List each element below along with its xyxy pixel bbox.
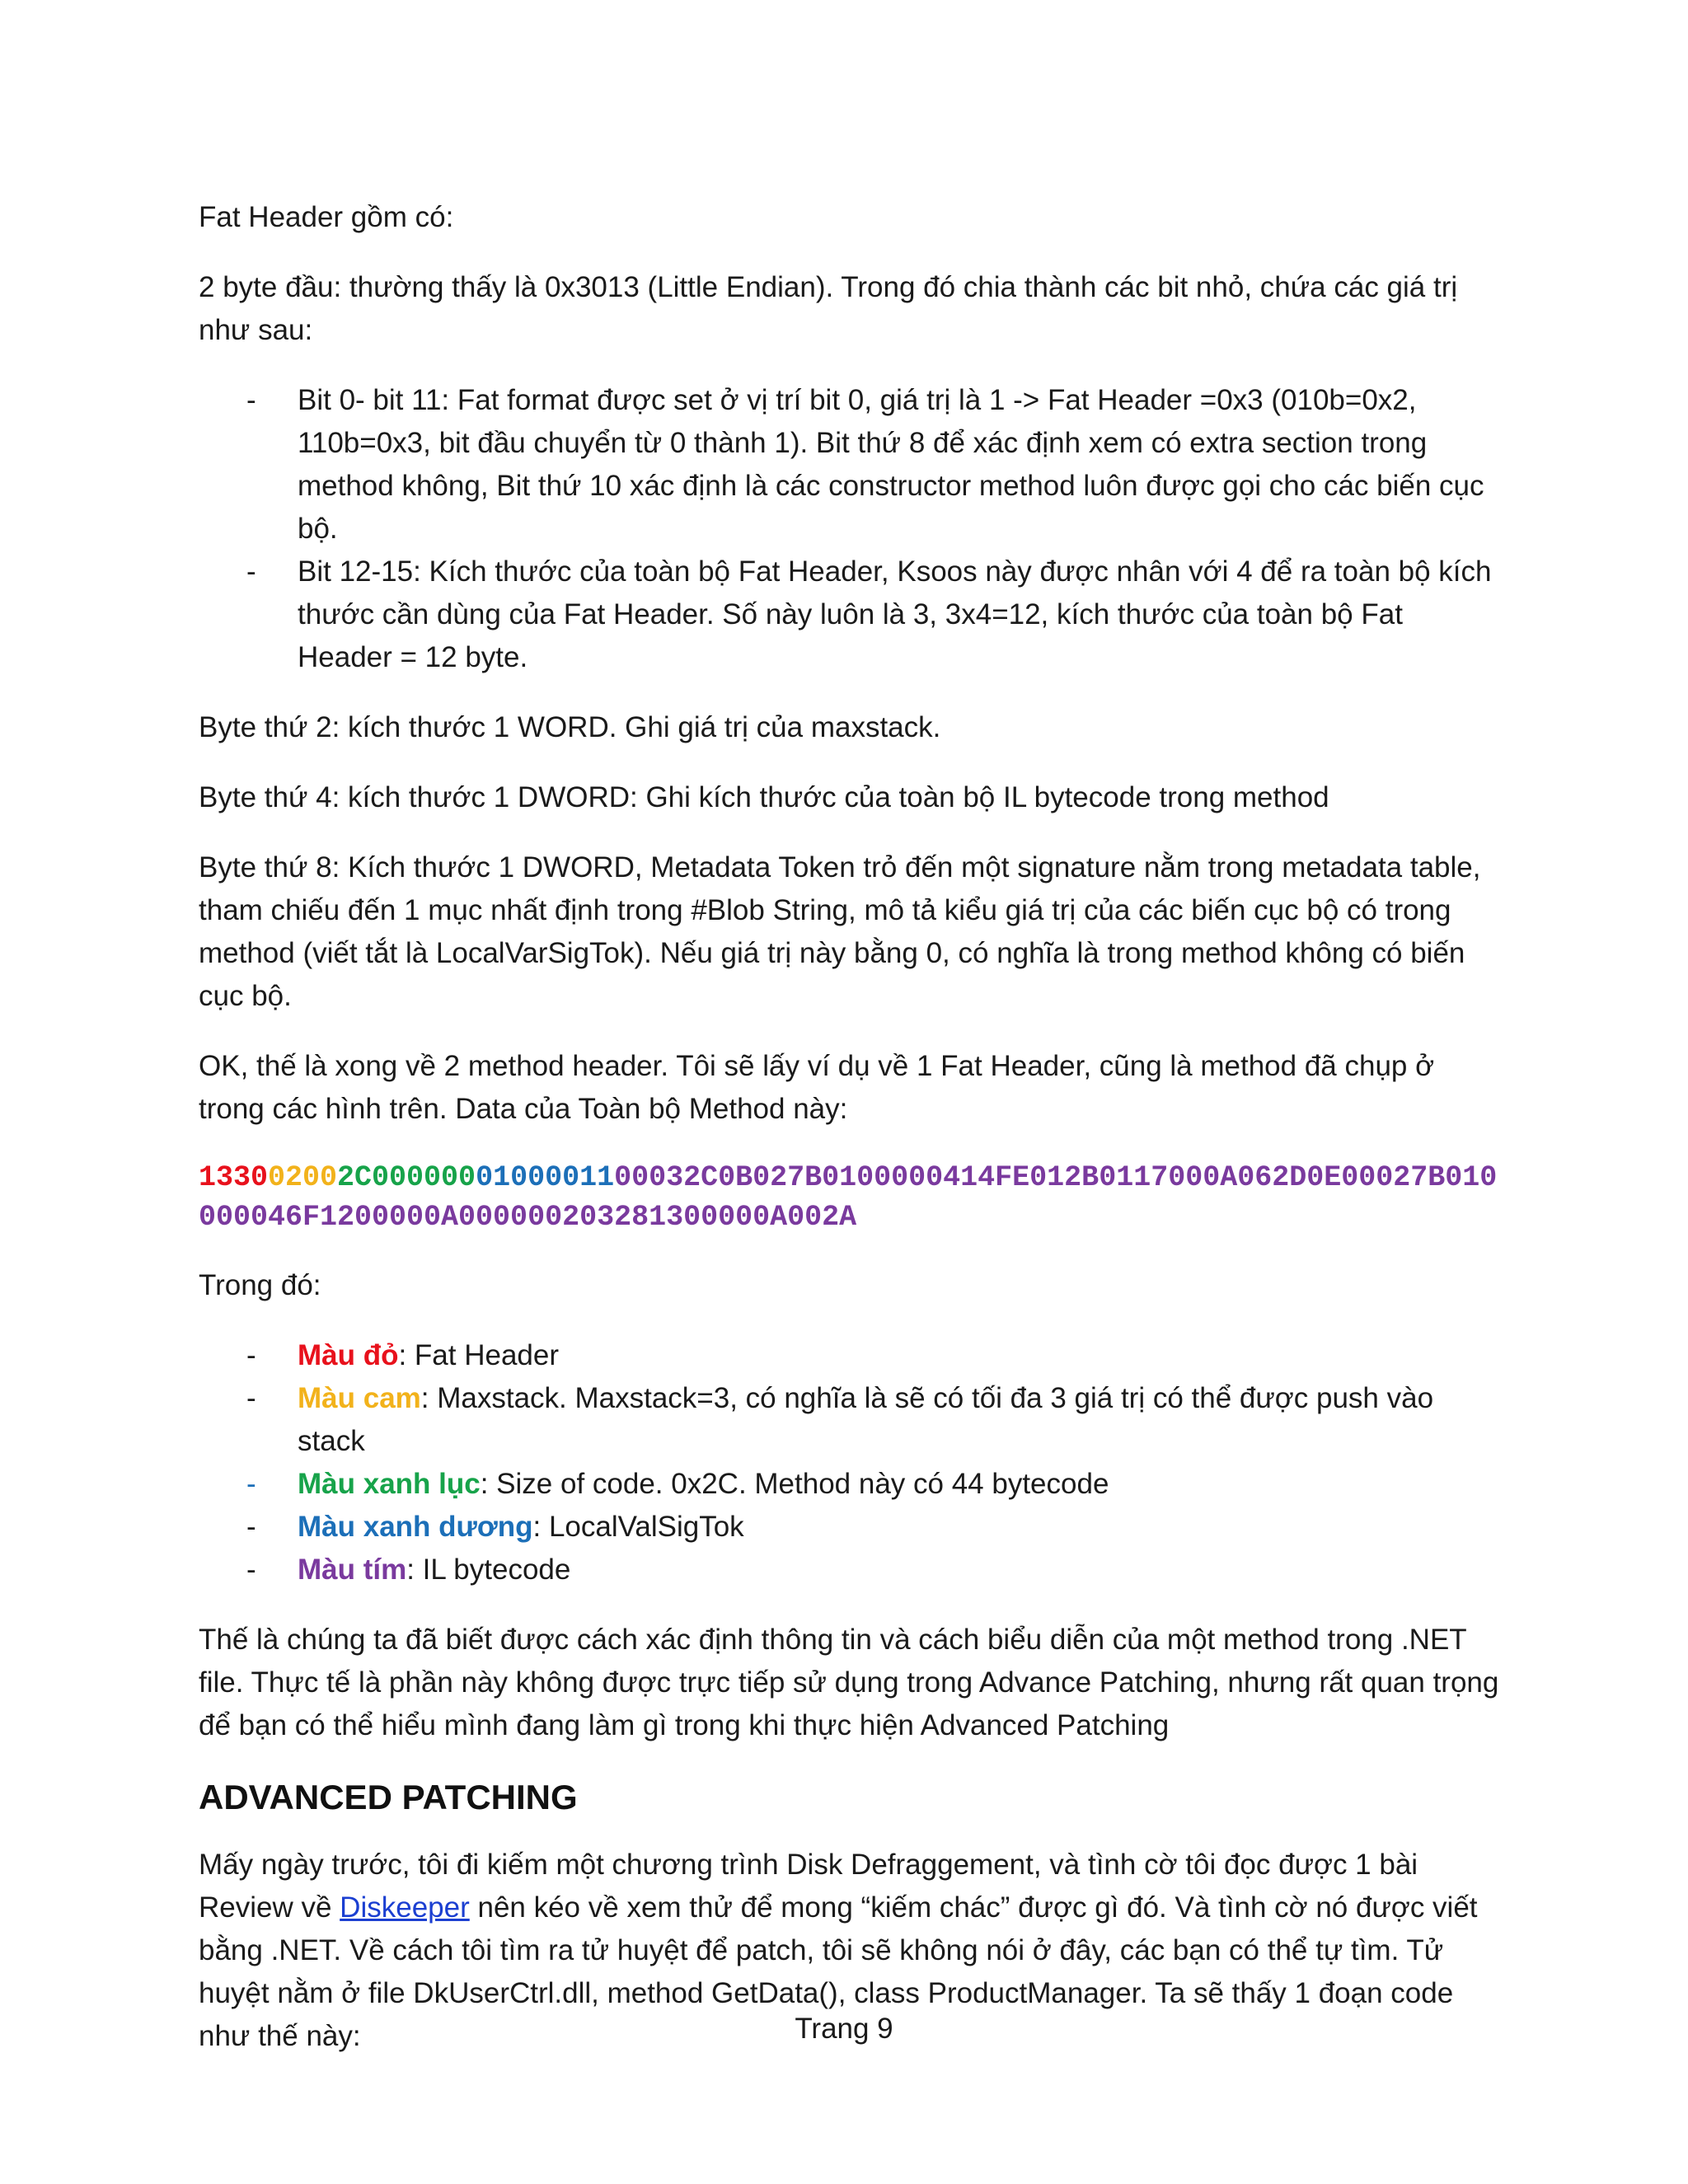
list-item <box>199 551 1501 679</box>
bit-list-text: Bit 0- bit 11: Fat format được set ở vị trí bit 0, giá trị là 1 -> Fat Header =0x3 (010b=0x2, 110b=0x3, bit đầu chuyển từ 0 thành 1). Bit thứ 8 để xác định xem có extra section trong method không, Bit thứ 10 xác định là các constructor method luôn được gọi cho các biến cục bộ. <box>298 384 1484 545</box>
dash-bullet: - <box>246 555 256 588</box>
legend-label: Màu xanh dương <box>298 1511 533 1543</box>
dash-bullet: - <box>246 1468 256 1500</box>
fat-header-title: Fat Header gồm có: <box>199 201 454 233</box>
trong-do-label: Trong đó: <box>199 1269 321 1301</box>
legend-item-green <box>199 1463 1501 1506</box>
list-item <box>199 379 1501 551</box>
dash-bullet: - <box>246 1554 256 1586</box>
page-number: Trang 9 <box>795 2013 893 2045</box>
summary-paragraph: Thế là chúng ta đã biết được cách xác định thông tin và cách biểu diễn của một method trong .NET file. Thực tế là phần này không được trực tiếp sử dụng trong Advance Patching, nhưng rất quan trọng để bạn có thể hiểu mình đang làm gì trong khi thực hiện Advanced Patching <box>199 1624 1499 1741</box>
byte4-paragraph: Byte thứ 4: kích thước 1 DWORD: Ghi kích thước của toàn bộ IL bytecode trong method <box>199 781 1329 813</box>
dash-bullet: - <box>246 384 256 416</box>
legend-label: Màu cam <box>298 1382 421 1414</box>
dash-bullet: - <box>246 1382 256 1414</box>
bit-list-text: Bit 12-15: Kích thước của toàn bộ Fat Header, Ksoos này được nhân với 4 để ra toàn bộ kích thước cần dùng của Fat Header. Số này luôn là 3, 3x4=12, kích thước của toàn bộ Fat Header = 12 byte. <box>298 555 1492 673</box>
hex-local-var-sig-tok: 01000011 <box>476 1161 615 1194</box>
adv-text-after-link: nên kéo về xem thử để mong “kiếm chác” được gì đó. Và tình cờ nó được viết bằng .NET. Về cách tôi tìm ra tử huyệt để patch, tôi sẽ không nói ở đây, các bạn có thể tự tìm. Tử huyệt nằm ở file DkUserCtrl.dll, method GetData(), class ProductManager. Ta sẽ thấy 1 đoạn code như thế này: <box>199 1891 1478 2052</box>
ok-paragraph: OK, thế là xong về 2 method header. Tôi sẽ lấy ví dụ về 1 Fat Header, cũng là method đã chụp ở trong các hình trên. Data của Toàn bộ Method này: <box>199 1050 1435 1125</box>
hex-fat-header: 1330 <box>199 1161 269 1194</box>
section-heading: ADVANCED PATCHING <box>199 1778 578 1816</box>
legend-item-blue <box>199 1506 1501 1549</box>
adv-text-before-link: Mấy ngày trước, tôi đi kiếm một chương trình Disk Defraggement, và tình cờ tôi đọc được 1 bài Review về <box>199 1849 1418 1924</box>
legend-item-red <box>199 1334 1501 1377</box>
legend-item-purple <box>199 1549 1501 1591</box>
byte8-paragraph: Byte thứ 8: Kích thước 1 DWORD, Metadata Token trỏ đến một signature nằm trong metadata table, tham chiếu đến 1 mục nhất định trong #Blob String, mô tả kiểu giá trị của các biến cục bộ có trong method (viết tắt là LocalVarSigTok). Nếu giá trị này bằng 0, có nghĩa là trong method không có biến cục bộ. <box>199 851 1481 1012</box>
legend-label: Màu đỏ <box>298 1339 399 1371</box>
legend-label: Màu tím <box>298 1554 407 1586</box>
hex-il-bytecode: 00032C0B027B0100000414FE012B0117000A062D0E00027B010000046F1200000A000000203281300000A002A <box>199 1161 1498 1234</box>
legend-text: : IL bytecode <box>406 1554 571 1586</box>
legend-item-orange <box>199 1377 1501 1463</box>
diskeeper-link[interactable]: Diskeeper <box>340 1891 470 1924</box>
hex-maxstack: 0200 <box>268 1161 338 1194</box>
legend-text: : Size of code. 0x2C. Method này có 44 bytecode <box>480 1468 1109 1500</box>
dash-bullet: - <box>246 1339 256 1371</box>
color-legend-list <box>199 1334 1501 1591</box>
method-hex-dump <box>199 1158 1501 1237</box>
legend-text: : Fat Header <box>398 1339 560 1371</box>
hex-code-size: 2C000000 <box>337 1161 476 1194</box>
first-two-bytes-paragraph: 2 byte đầu: thường thấy là 0x3013 (Little Endian). Trong đó chia thành các bit nhỏ, chứa các giá trị như sau: <box>199 271 1458 346</box>
legend-text: : Maxstack. Maxstack=3, có nghĩa là sẽ có tối đa 3 giá trị có thể được push vào stack <box>298 1382 1434 1457</box>
legend-text: : LocalValSigTok <box>532 1511 744 1543</box>
legend-label: Màu xanh lục <box>298 1468 481 1500</box>
bit-list <box>199 379 1501 679</box>
page-content <box>199 196 1501 2085</box>
byte2-paragraph: Byte thứ 2: kích thước 1 WORD. Ghi giá trị của maxstack. <box>199 711 941 743</box>
dash-bullet: - <box>246 1511 256 1543</box>
